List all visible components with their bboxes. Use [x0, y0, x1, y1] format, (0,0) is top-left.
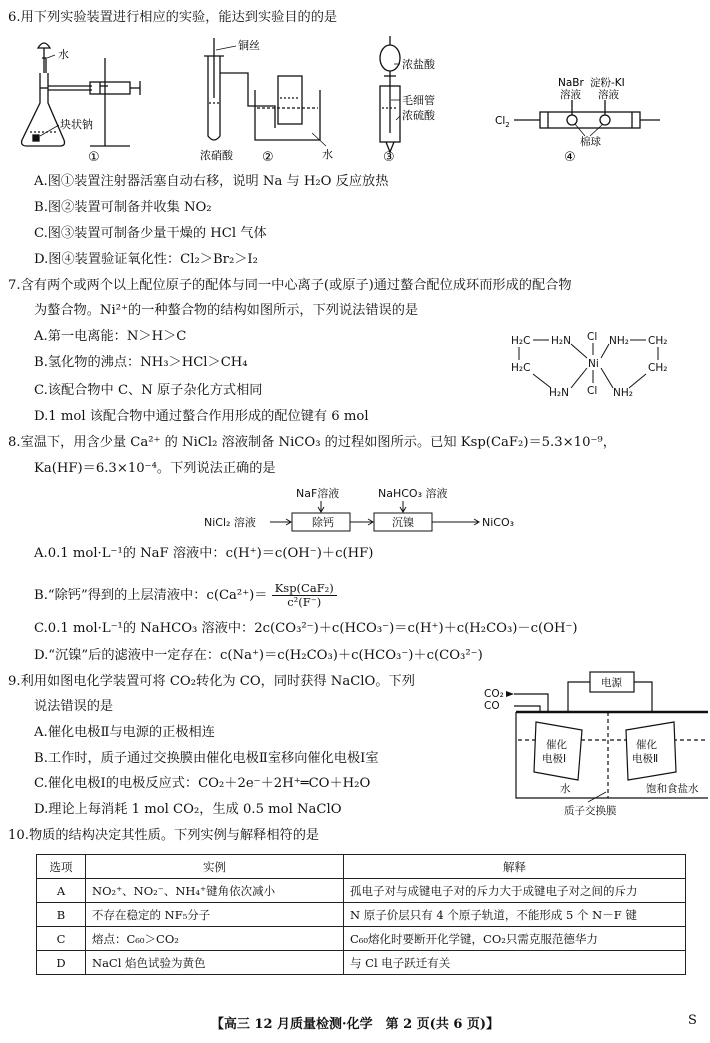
flow-nahco3-label: NaHCO₃ 溶液	[378, 487, 448, 500]
struct-ch2-mid: CH₂	[648, 362, 668, 374]
q9-stem-line2: 说法错误的是	[34, 699, 114, 714]
q9-electrode2-line2: 电极Ⅱ	[632, 753, 659, 765]
q6-option-c: C.图③装置可制备少量干燥的 HCl 气体	[34, 226, 267, 241]
q8-stem-line1: 8.室温下，用含少量 Ca²⁺ 的 NiCl₂ 溶液制备 NiCO₃ 的过程如图所示。已知 Ksp(CaF₂)＝5.3×10⁻⁹，	[8, 435, 616, 450]
fig4-cotton-label: 棉球	[580, 136, 601, 148]
header-example: 实例	[86, 855, 344, 879]
table-header-row	[37, 855, 686, 879]
q9-electrode2-line1: 催化	[636, 739, 657, 751]
q6-option-b: B.图②装置可制备并收集 NO₂	[34, 200, 212, 215]
table-row	[37, 903, 686, 927]
struct-ni: Ni	[588, 358, 599, 370]
struct-h2n-top: H₂N	[551, 335, 571, 347]
fig4-starch-label: 淀粉-KI	[590, 77, 625, 89]
fig2-water-label: 水	[322, 148, 333, 161]
flow-naf-label: NaF溶液	[296, 487, 340, 500]
q9-option-b: B.工作时，质子通过交换膜由催化电极Ⅱ室移向催化电极Ⅰ室	[34, 751, 379, 766]
fig4-nabr-label: NaBr	[558, 77, 584, 89]
row-example: NO₂⁺、NO₂⁻、NH₄⁺键角依次减小	[86, 879, 344, 903]
struct-h2n-bottom: H₂N	[549, 387, 569, 399]
q9-option-c: C.催化电极Ⅰ的电极反应式：CO₂＋2e⁻＋2H⁺═CO＋H₂O	[34, 776, 371, 791]
q6-figures	[0, 28, 710, 178]
fig3-h2so4-label: 浓硫酸	[402, 109, 435, 122]
header-explanation: 解释	[344, 855, 686, 879]
fig1-solid-label: 块状钠	[60, 118, 93, 131]
fig4-starch-solution-label: 溶液	[598, 89, 619, 101]
row-explanation: 孤电子对与成键电子对的斥力大于成键电子对之间的斥力	[344, 879, 686, 903]
struct-cl-top: Cl	[587, 331, 598, 343]
q7-option-b: B.氢化物的沸点：NH₃＞HCl＞CH₄	[34, 355, 248, 370]
q9-membrane-label: 质子交换膜	[564, 805, 617, 817]
footer-mark: S	[688, 1013, 697, 1028]
table-row	[37, 879, 686, 903]
q8-b-denominator: c²(F⁻)	[287, 595, 322, 609]
row-explanation: C₆₀熔化时要断开化学键，CO₂只需克服范德华力	[344, 927, 686, 951]
q8-b-numerator: Ksp(CaF₂)	[272, 582, 337, 596]
fig3-hcl-label: 浓盐酸	[402, 58, 435, 71]
row-option: C	[37, 927, 86, 951]
fig4-apparatus	[514, 100, 660, 136]
q9-electrolysis-cell	[478, 668, 708, 818]
q10-stem: 10.物质的结构决定其性质。下列实例与解释相符的是	[8, 828, 320, 843]
fig1-number: ①	[88, 150, 100, 165]
flow-box2-label: 沉镍	[392, 516, 414, 529]
row-example: 熔点：C₆₀＞CO₂	[86, 927, 344, 951]
q7-chelate-structure	[505, 322, 700, 402]
q9-electrode1-line2: 电极Ⅰ	[542, 753, 567, 765]
row-option: D	[37, 951, 86, 975]
q8-option-d: D.“沉镍”后的滤液中一定存在：c(Na⁺)＝c(H₂CO₃)＋c(HCO₃⁻)＋c(CO₃²⁻)	[34, 648, 483, 663]
row-example: 不存在稳定的 NF₅分子	[86, 903, 344, 927]
q9-brine-label: 饱和食盐水	[646, 783, 699, 795]
flow-box1-label: 除钙	[312, 516, 334, 529]
row-explanation: N 原子价层只有 4 个原子轨道，不能形成 5 个 N－F 键	[344, 903, 686, 927]
fig1-water-label: 水	[58, 48, 69, 61]
fig2-apparatus	[204, 38, 326, 146]
fig4-cl2-label: $Cl_2$	[495, 115, 510, 129]
flow-start-label: NiCl₂ 溶液	[204, 516, 256, 529]
table-row	[37, 927, 686, 951]
fig2-wire-label: 铜丝	[238, 39, 260, 52]
table-row	[37, 951, 686, 975]
q7-option-c: C.该配合物中 C、N 原子杂化方式相同	[34, 383, 263, 398]
fig4-number: ④	[564, 150, 576, 165]
fig3-apparatus	[380, 36, 400, 152]
q7-stem-line1: 7.含有两个或两个以上配位原子的配体与同一中心离子(或原子)通过螯合配位成环而形成的配合物	[8, 278, 572, 293]
row-example: NaCl 焰色试验为黄色	[86, 951, 344, 975]
q9-water-label: 水	[560, 783, 571, 795]
q8-option-b: B.“除钙”得到的上层清液中：c(Ca²⁺)＝ Ksp(CaF₂) c²(F⁻)	[34, 582, 337, 609]
q9-co-label: CO	[484, 700, 500, 712]
struct-cl-bottom: Cl	[587, 385, 598, 397]
row-explanation: 与 Cl 电子跃迁有关	[344, 951, 686, 975]
q8-stem-line2: Ka(HF)＝6.3×10⁻⁴。下列说法正确的是	[34, 461, 276, 476]
q7-stem-line2: 为螯合物。Ni²⁺的一种螯合物的结构如图所示，下列说法错误的是	[34, 303, 419, 318]
flow-end-label: NiCO₃	[482, 516, 515, 529]
q9-power-label: 电源	[601, 677, 622, 689]
q8-option-c: C.0.1 mol·L⁻¹的 NaHCO₃ 溶液中：2c(CO₃²⁻)＋c(HCO₃⁻)＝c(H⁺)＋c(H₂CO₃)－c(OH⁻)	[34, 621, 578, 636]
q10-table	[36, 854, 686, 975]
q9-option-d: D.理论上每消耗 1 mol CO₂，生成 0.5 mol NaClO	[34, 802, 342, 817]
q9-co2-label: CO₂	[484, 688, 504, 700]
struct-nh2-bottom: NH₂	[613, 387, 633, 399]
struct-h2c-top: H₂C	[511, 335, 531, 347]
q6-option-d: D.图④装置验证氧化性：Cl₂＞Br₂＞I₂	[34, 252, 258, 267]
fig4-nabr-solution-label: 溶液	[560, 89, 581, 101]
fig3-number: ③	[383, 150, 395, 165]
row-option: A	[37, 879, 86, 903]
q8-option-a: A.0.1 mol·L⁻¹的 NaF 溶液中：c(H⁺)＝c(OH⁻)＋c(HF)	[34, 546, 374, 561]
page-footer: 【高三 12 月质量检测·化学 第 2 页(共 6 页)】	[210, 1017, 500, 1032]
row-option: B	[37, 903, 86, 927]
q6-option-a: A.图①装置注射器活塞自动右移，说明 Na 与 H₂O 反应放热	[34, 174, 389, 189]
struct-ch2-top: CH₂	[648, 335, 668, 347]
struct-nh2-top: NH₂	[609, 335, 629, 347]
fig2-number: ②	[262, 150, 274, 165]
fig2-acid-label: 浓硝酸	[200, 149, 233, 162]
fig3-capillary-label: 毛细管	[402, 94, 435, 107]
q9-option-a: A.催化电极Ⅱ与电源的正极相连	[34, 725, 215, 740]
header-option: 选项	[37, 855, 86, 879]
struct-h2c-mid: H₂C	[511, 362, 531, 374]
q9-electrode1-line1: 催化	[546, 739, 567, 751]
q6-stem: 6.用下列实验装置进行相应的实验，能达到实验目的的是	[8, 10, 338, 25]
q7-option-a: A.第一电离能：N＞H＞C	[34, 329, 187, 344]
q9-stem-line1: 9.利用如图电化学装置可将 CO₂转化为 CO，同时获得 NaClO。下列	[8, 674, 415, 689]
q7-option-d: D.1 mol 该配合物中通过螯合作用形成的配位键有 6 mol	[34, 409, 369, 424]
q8-flow-diagram	[200, 484, 540, 540]
